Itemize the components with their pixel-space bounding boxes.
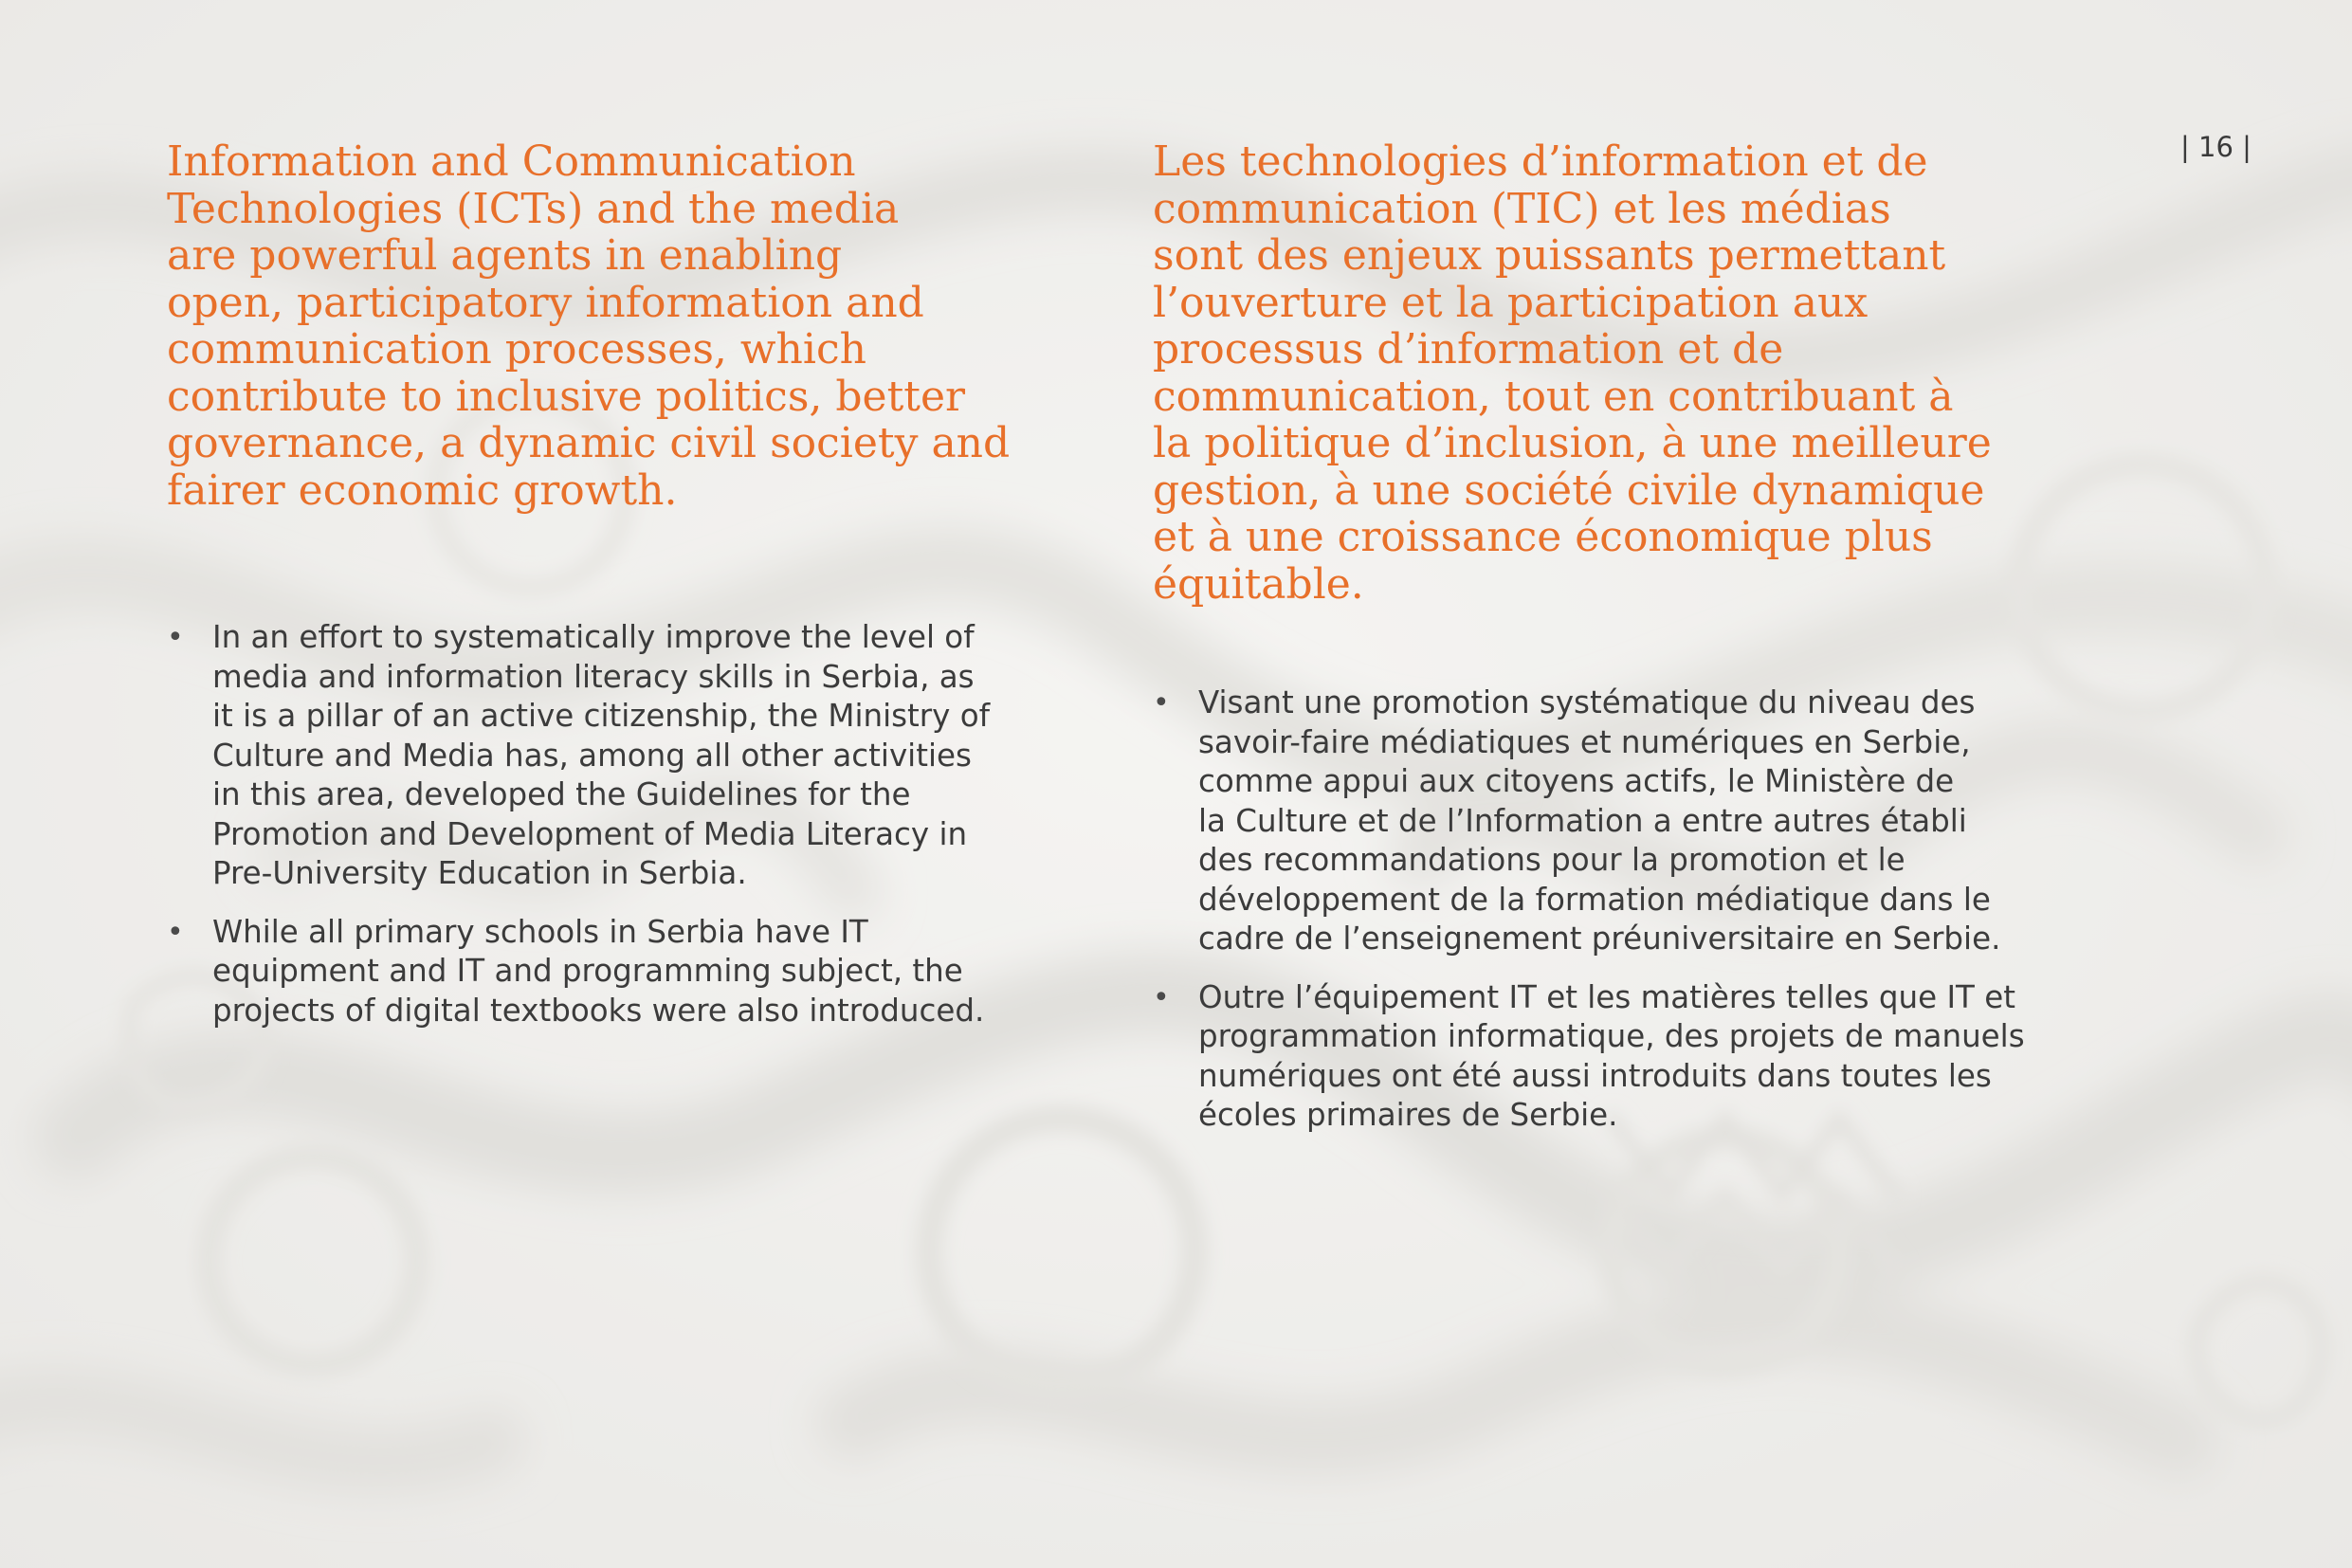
french-headline: Les technologies d’information et de communication (TIC) et les médias sont des enjeux puissants permettant l’ouverture et la participation aux processus d’information et de communication, tout en contribuant à la politique d’inclusion, à une meilleure gestion, à une société civile dynamique et à une croissance économique plus équitable. (1153, 137, 1992, 609)
bullet-marker: • (167, 621, 184, 654)
bullet-marker: • (1153, 980, 1170, 1014)
bullet-text: In an effort to systematically improve the level of media and information literacy skills in Serbia, as it is a pillar of an active citizenship, the Ministry of Culture and Media has, among all other activities in this area, developed the Guidelines for the Promotion and Development of Media Literacy in Pre-University Education in Serbia. (212, 619, 991, 891)
french-column (1153, 138, 2101, 1155)
bullet-text: While all primary schools in Serbia have IT equipment and IT and programming subject, the projects of digital textbooks were also introduced. (212, 913, 985, 1029)
list-item (1153, 978, 2101, 1136)
bullet-marker: • (1153, 686, 1170, 720)
bullet-text: Outre l’équipement IT et les matières telles que IT et programmation informatique, des projets de manuels numériques ont été aussi introduits dans toutes les écoles primaires de Serbie. (1198, 978, 2025, 1133)
list-item (167, 618, 1077, 894)
list-item (1153, 684, 2101, 959)
list-item (167, 913, 1077, 1031)
bullet-text: Visant une promotion systématique du niveau des savoir-faire médiatiques et numériques en Serbie, comme appui aux citoyens actifs, le Ministère de la Culture et de l’Information a entre autres établi des recommandations pour la promotion et le développement de la formation médiatique dans le cadre de l’enseignement préuniversitaire en Serbie. (1198, 684, 2001, 957)
english-column (167, 138, 1077, 1049)
english-headline: Information and Communication Technologies (ICTs) and the media are powerful agents in enabling open, participatory information and communication processes, which contribute to inclusive politics, better governance, a dynamic civil society and fairer economic growth. (167, 137, 1011, 515)
page-number: | 16 | (2180, 131, 2252, 163)
bullet-marker: • (167, 915, 184, 949)
french-bullet-list (1153, 684, 2101, 1136)
english-bullet-list (167, 618, 1077, 1030)
